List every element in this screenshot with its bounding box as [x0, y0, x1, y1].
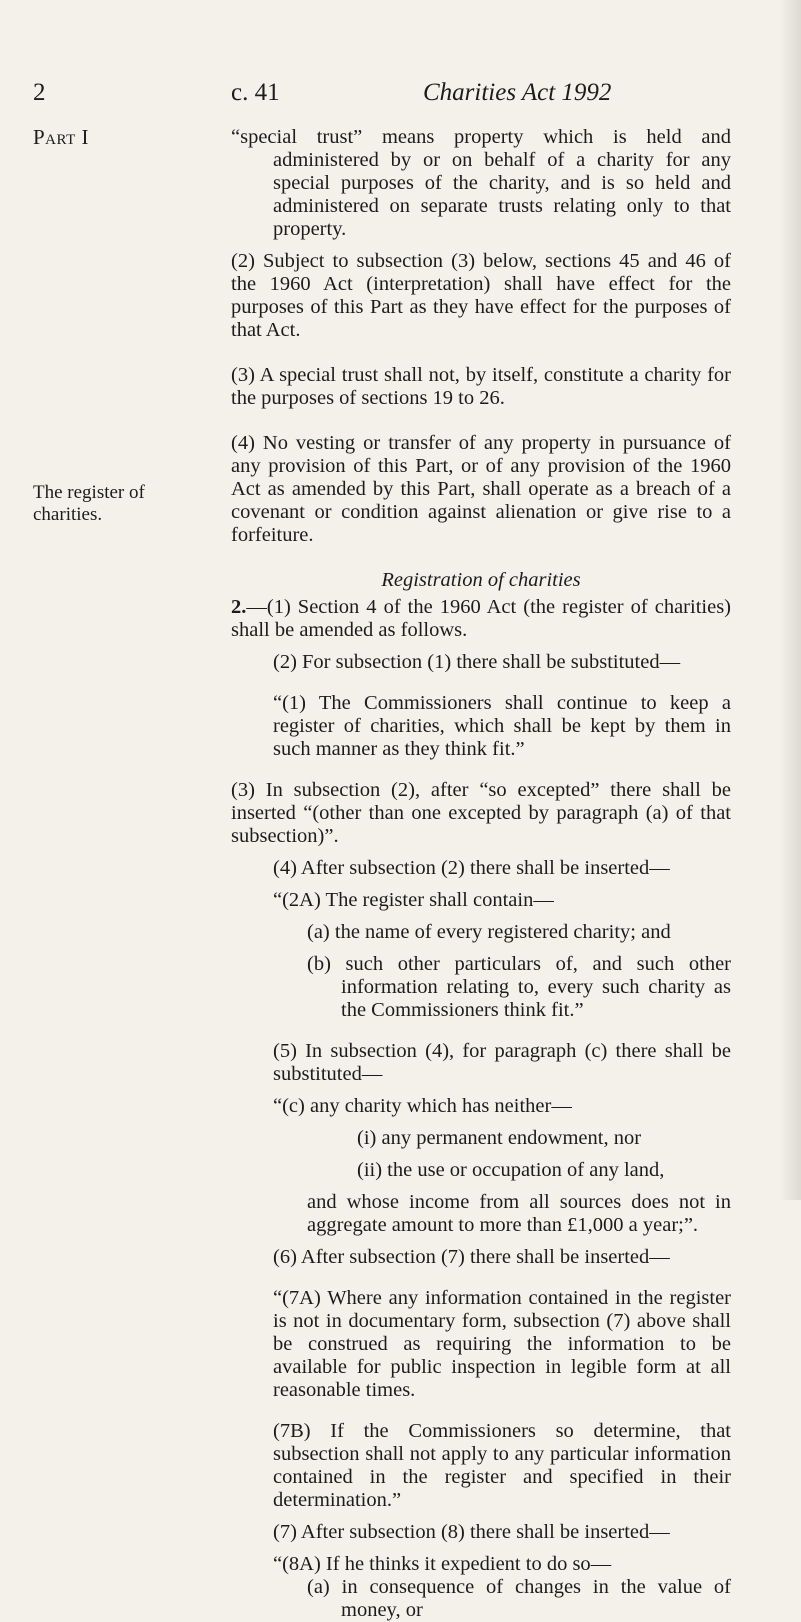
section-2-3: (3) In subsection (2), after “so excepted” there shall be inserted “(other than one excepted by paragraph (a) of that subsection)”. — [231, 779, 731, 847]
main-text — [231, 126, 731, 1622]
quoted-paragraph-c: “(c) any charity which has neither— — [273, 1095, 572, 1117]
page-edge-shadow — [779, 0, 801, 1200]
paragraph-a-money: (a) in consequence of changes in the value of money, or — [307, 1576, 731, 1621]
subsection-3: (3) A special trust shall not, by itself, constitute a charity for the purposes of sections 19 to 26. — [231, 364, 731, 409]
subsection-4: (4) No vesting or transfer of any property in pursuance of any provision of this Part, or of any provision of the 1960 Act as amended by this Part, shall operate as a breach of a covenant or condition against alienation or give rise to a forfeiture. — [231, 432, 731, 546]
section-2-4: (4) After subsection (2) there shall be inserted— — [273, 857, 670, 879]
quoted-subsection-1: “(1) The Commissioners shall continue to keep a register of charities, which shall be kept by them in such manner as they think fit.” — [273, 692, 731, 760]
section-2-1-text: —(1) Section 4 of the 1960 Act (the register of charities) shall be amended as follows. — [231, 596, 731, 641]
quoted-subsection-7A: “(7A) Where any information contained in the register is not in documentary form, subsection (7) above shall be construed as requiring the information to be available for public inspection in legible form at all reasonable times. — [273, 1287, 731, 1401]
section-heading: Registration of charities — [381, 569, 581, 591]
sub-paragraph-ii: (ii) the use or occupation of any land, — [357, 1159, 665, 1181]
side-note-line: The register of — [33, 482, 145, 503]
subsection-2: (2) Subject to subsection (3) below, sections 45 and 46 of the 1960 Act (interpretation) shall have effect for the purposes of this Part as they have effect for the purposes of that Act. — [231, 250, 731, 341]
paragraph-c-tail: and whose income from all sources does not in aggregate amount to more than £1,000 a year;”. — [307, 1191, 731, 1236]
page-number: 2 — [33, 79, 46, 106]
side-note — [33, 482, 183, 526]
section-2-6: (6) After subsection (7) there shall be inserted— — [273, 1246, 670, 1268]
sub-paragraph-i: (i) any permanent endowment, nor — [357, 1127, 642, 1149]
act-title: Charities Act 1992 — [423, 79, 612, 106]
section-2-2: (2) For subsection (1) there shall be substituted— — [273, 651, 681, 673]
side-note-line: charities. — [33, 504, 103, 525]
section-number: 2. — [231, 596, 247, 618]
paragraph-a: (a) the name of every registered charity; and — [307, 921, 671, 943]
section-2-1 — [231, 596, 731, 642]
section-2-5: (5) In subsection (4), for paragraph (c) there shall be substituted— — [273, 1040, 731, 1085]
quoted-subsection-8A: “(8A) If he thinks it expedient to do so— — [273, 1553, 612, 1575]
section-2-7: (7) After subsection (8) there shall be inserted— — [273, 1521, 670, 1543]
part-label: Part I — [33, 125, 90, 149]
paragraph-b: (b) such other particulars of, and such other information relating to, every such charity as the Commissioners think fit.” — [307, 953, 731, 1021]
quoted-subsection-7B: (7B) If the Commissioners so determine, that subsection shall not apply to any particular information contained in the register and specified in their determination.” — [273, 1420, 731, 1511]
chapter-reference: c. 41 — [231, 79, 280, 106]
quoted-subsection-2A: “(2A) The register shall contain— — [273, 889, 554, 911]
definition-special-trust: “special trust” means property which is held and administered by or on behalf of a charity for any special purposes of the charity, and is so held and administered on separate trusts relating only to that property. — [231, 126, 731, 240]
